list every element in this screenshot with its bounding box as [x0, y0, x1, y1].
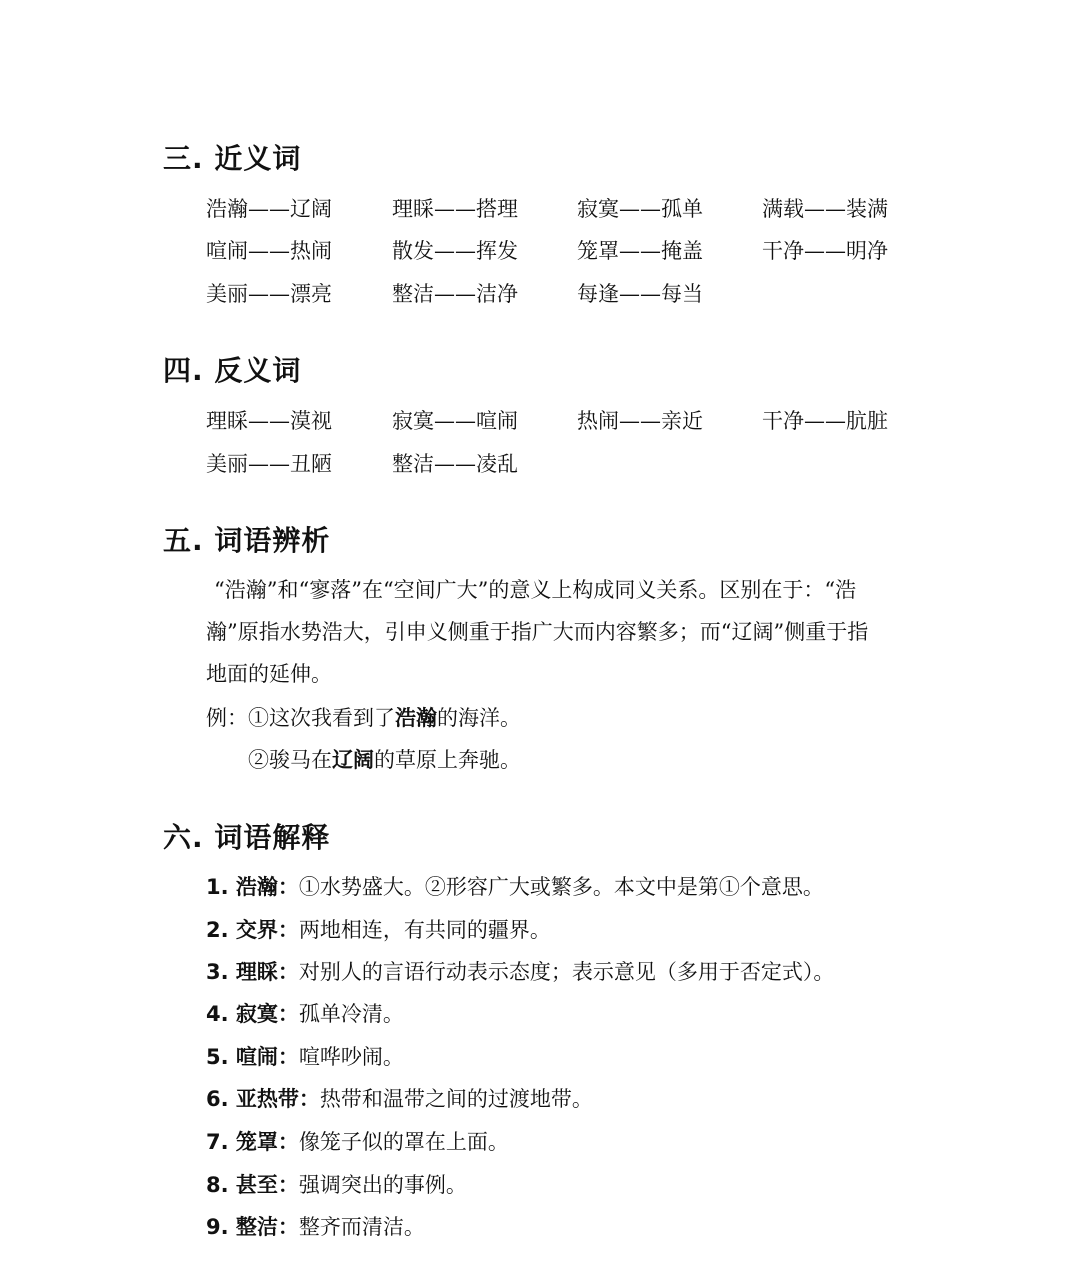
- analysis-line: 地面的延伸。: [206, 662, 332, 686]
- definition-text: 两地相连，有共同的疆界。: [298, 918, 551, 942]
- section-title-antonyms: 四. 反义词: [163, 354, 302, 387]
- definition-item: [206, 874, 824, 900]
- definition-term: 6. 亚热带：: [206, 1087, 320, 1111]
- example-suffix: 的草原上奔驰。: [374, 748, 521, 772]
- example-sentence-1: [206, 705, 521, 731]
- definition-text: 喧哗吵闹。: [298, 1045, 404, 1069]
- antonym-pair: 干净——肮脏: [762, 409, 888, 433]
- definition-text: 孤单冷清。: [298, 1002, 404, 1026]
- definition-term: 9. 整洁：: [206, 1215, 299, 1239]
- section-title-explanations: 六. 词语解释: [163, 821, 331, 854]
- definition-item: [206, 1129, 509, 1155]
- synonym-pair: 整洁——洁净: [392, 282, 518, 306]
- definition-term: 5. 喧闹：: [206, 1045, 299, 1069]
- definition-term: 4. 寂寞：: [206, 1002, 299, 1026]
- definition-item: [206, 917, 551, 943]
- antonym-pair: 整洁——凌乱: [392, 452, 518, 476]
- definition-item: [206, 1214, 425, 1240]
- definition-item: [206, 1001, 404, 1027]
- antonym-pair: 美丽——丑陋: [206, 452, 332, 476]
- definition-text: 整齐而清洁。: [298, 1215, 425, 1239]
- analysis-paragraph: [206, 569, 918, 695]
- example-prefix: 例：①这次我看到了: [206, 706, 395, 730]
- synonym-pair: 每逢——每当: [577, 282, 703, 306]
- definition-term: 2. 交界：: [206, 918, 299, 942]
- definition-text: 像笼子似的罩在上面。: [298, 1130, 509, 1154]
- definition-text: 对别人的言语行动表示态度；表示意见（多用于否定式）。: [298, 960, 835, 984]
- example-sentence-2: [248, 747, 521, 773]
- definition-text: 强调突出的事例。: [298, 1173, 467, 1197]
- definition-term: 7. 笼罩：: [206, 1130, 299, 1154]
- synonym-pair: 美丽——漂亮: [206, 282, 332, 306]
- section-title-synonyms: 三. 近义词: [163, 142, 302, 175]
- analysis-line: 瀚”原指水势浩大，引申义侧重于指广大而内容繁多；而“辽阔”侧重于指: [206, 620, 869, 644]
- definition-term: 3. 理睬：: [206, 960, 299, 984]
- synonym-pair: 理睬——搭理: [392, 197, 518, 221]
- synonym-pair: 干净——明净: [762, 239, 888, 263]
- analysis-line: “浩瀚”和“寥落”在“空间广大”的意义上构成同义关系。区别在于：“浩: [214, 578, 857, 602]
- synonym-pair: 笼罩——掩盖: [577, 239, 703, 263]
- example-highlight: 辽阔: [332, 748, 374, 772]
- antonym-pair: 热闹——亲近: [577, 409, 703, 433]
- antonym-pair: 寂寞——喧闹: [392, 409, 518, 433]
- example-prefix: ②骏马在: [248, 748, 332, 772]
- synonym-pair: 喧闹——热闹: [206, 239, 332, 263]
- example-highlight: 浩瀚: [395, 706, 437, 730]
- definition-text: 热带和温带之间的过渡地带。: [319, 1087, 593, 1111]
- synonym-pair: 满载——装满: [762, 197, 888, 221]
- definition-item: [206, 1172, 467, 1198]
- section-title-analysis: 五. 词语辨析: [163, 524, 331, 557]
- definition-term: 1. 浩瀚：: [206, 875, 299, 899]
- definition-item: [206, 1086, 593, 1112]
- definition-text: ①水势盛大。②形容广大或繁多。本文中是第①个意思。: [298, 875, 824, 899]
- definition-item: [206, 959, 834, 985]
- definition-term: 8. 甚至：: [206, 1173, 299, 1197]
- definition-item: [206, 1044, 404, 1070]
- synonym-pair: 寂寞——孤单: [577, 197, 703, 221]
- antonym-pair: 理睬——漠视: [206, 409, 332, 433]
- synonym-pair: 散发——挥发: [392, 239, 518, 263]
- example-suffix: 的海洋。: [437, 706, 521, 730]
- synonym-pair: 浩瀚——辽阔: [206, 197, 332, 221]
